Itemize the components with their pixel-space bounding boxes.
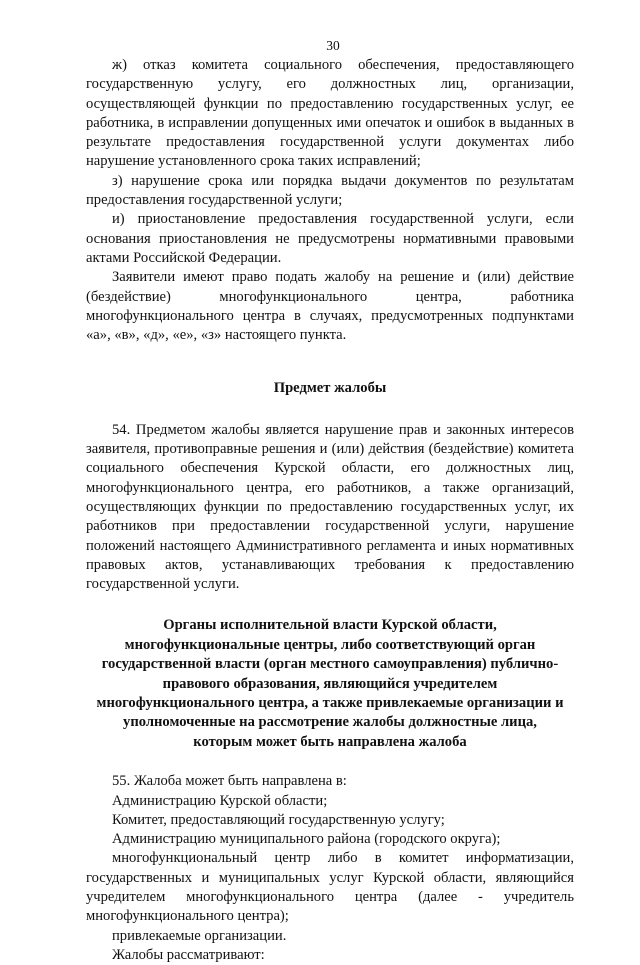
- section-heading-bodies: Органы исполнительной власти Курской области, многофункциональные центры, либо соответствующий орган государственной власти (орган местного самоуправления) публично-правового образования, являющийся учредителем многофункционального центра, а также привлекаемые организации и уполномоченные на рассмотрение жалобы должностные лица, которым может быть направлена жалоба: [96, 617, 564, 750]
- section-heading-subject: Предмет жалобы: [273, 380, 387, 397]
- paragraph-item-zh: ж) отказ комитета социального обеспечения, предоставляющего государственную услугу, его должностных лиц, организации, осуществляющей функции по предоставлению государственных услуг, ее работника, в исправлении допущенных ими опечаток и ошибок в выданных в результате предоставления государственной услуги документах либо нарушение установленного срока таких исправлений;: [86, 57, 574, 170]
- paragraph-54: 54. Предметом жалобы является нарушение прав и законных интересов заявителя, противоправные решения и (или) действия (бездействие) комитета социального обеспечения Курской области, его должностных лиц, многофункционального центра, его работников, а также организаций, осуществляющих функции по предоставлению государственных услуг, их работников при предоставлении государственной услуги, нарушение положений настоящего Административного регламента и иных нормативных правовых актов, устанавливающих требования к предоставлению государственной услуги.: [86, 421, 574, 593]
- paragraph-item-z: з) нарушение срока или порядка выдачи документов по результатам предоставления государственной услуги;: [86, 172, 574, 209]
- list-item-administration: Администрацию Курской области;: [112, 792, 328, 809]
- page-number: 30: [326, 38, 340, 53]
- list-item-mfc: многофункциональный центр либо в комитет информатизации, государственных и муниципальных услуг Курской области, являющийся учредителем многофункционального центра (далее - учредитель многофункционального центра);: [86, 850, 574, 925]
- paragraph-55-intro: 55. Жалоба может быть направлена в:: [112, 773, 347, 790]
- paragraph-item-i: и) приостановление предоставления государственной услуги, если основания приостановления не предусмотрены нормативными правовыми актами Российской Федерации.: [86, 211, 574, 266]
- paragraph-complaints-reviewed: Жалобы рассматривают:: [112, 946, 265, 963]
- list-item-committee: Комитет, предоставляющий государственную услугу;: [112, 811, 445, 828]
- list-item-municipal: Администрацию муниципального района (городского округа);: [112, 831, 501, 848]
- list-item-organizations: привлекаемые организации.: [112, 927, 287, 944]
- paragraph-applicants-right: Заявители имеют право подать жалобу на решение и (или) действие (бездействие) многофункционального центра, работника многофункционального центра в случаях, предусмотренных подпунктами «а», «в», «д», «е», «з» настоящего пункта.: [86, 269, 574, 344]
